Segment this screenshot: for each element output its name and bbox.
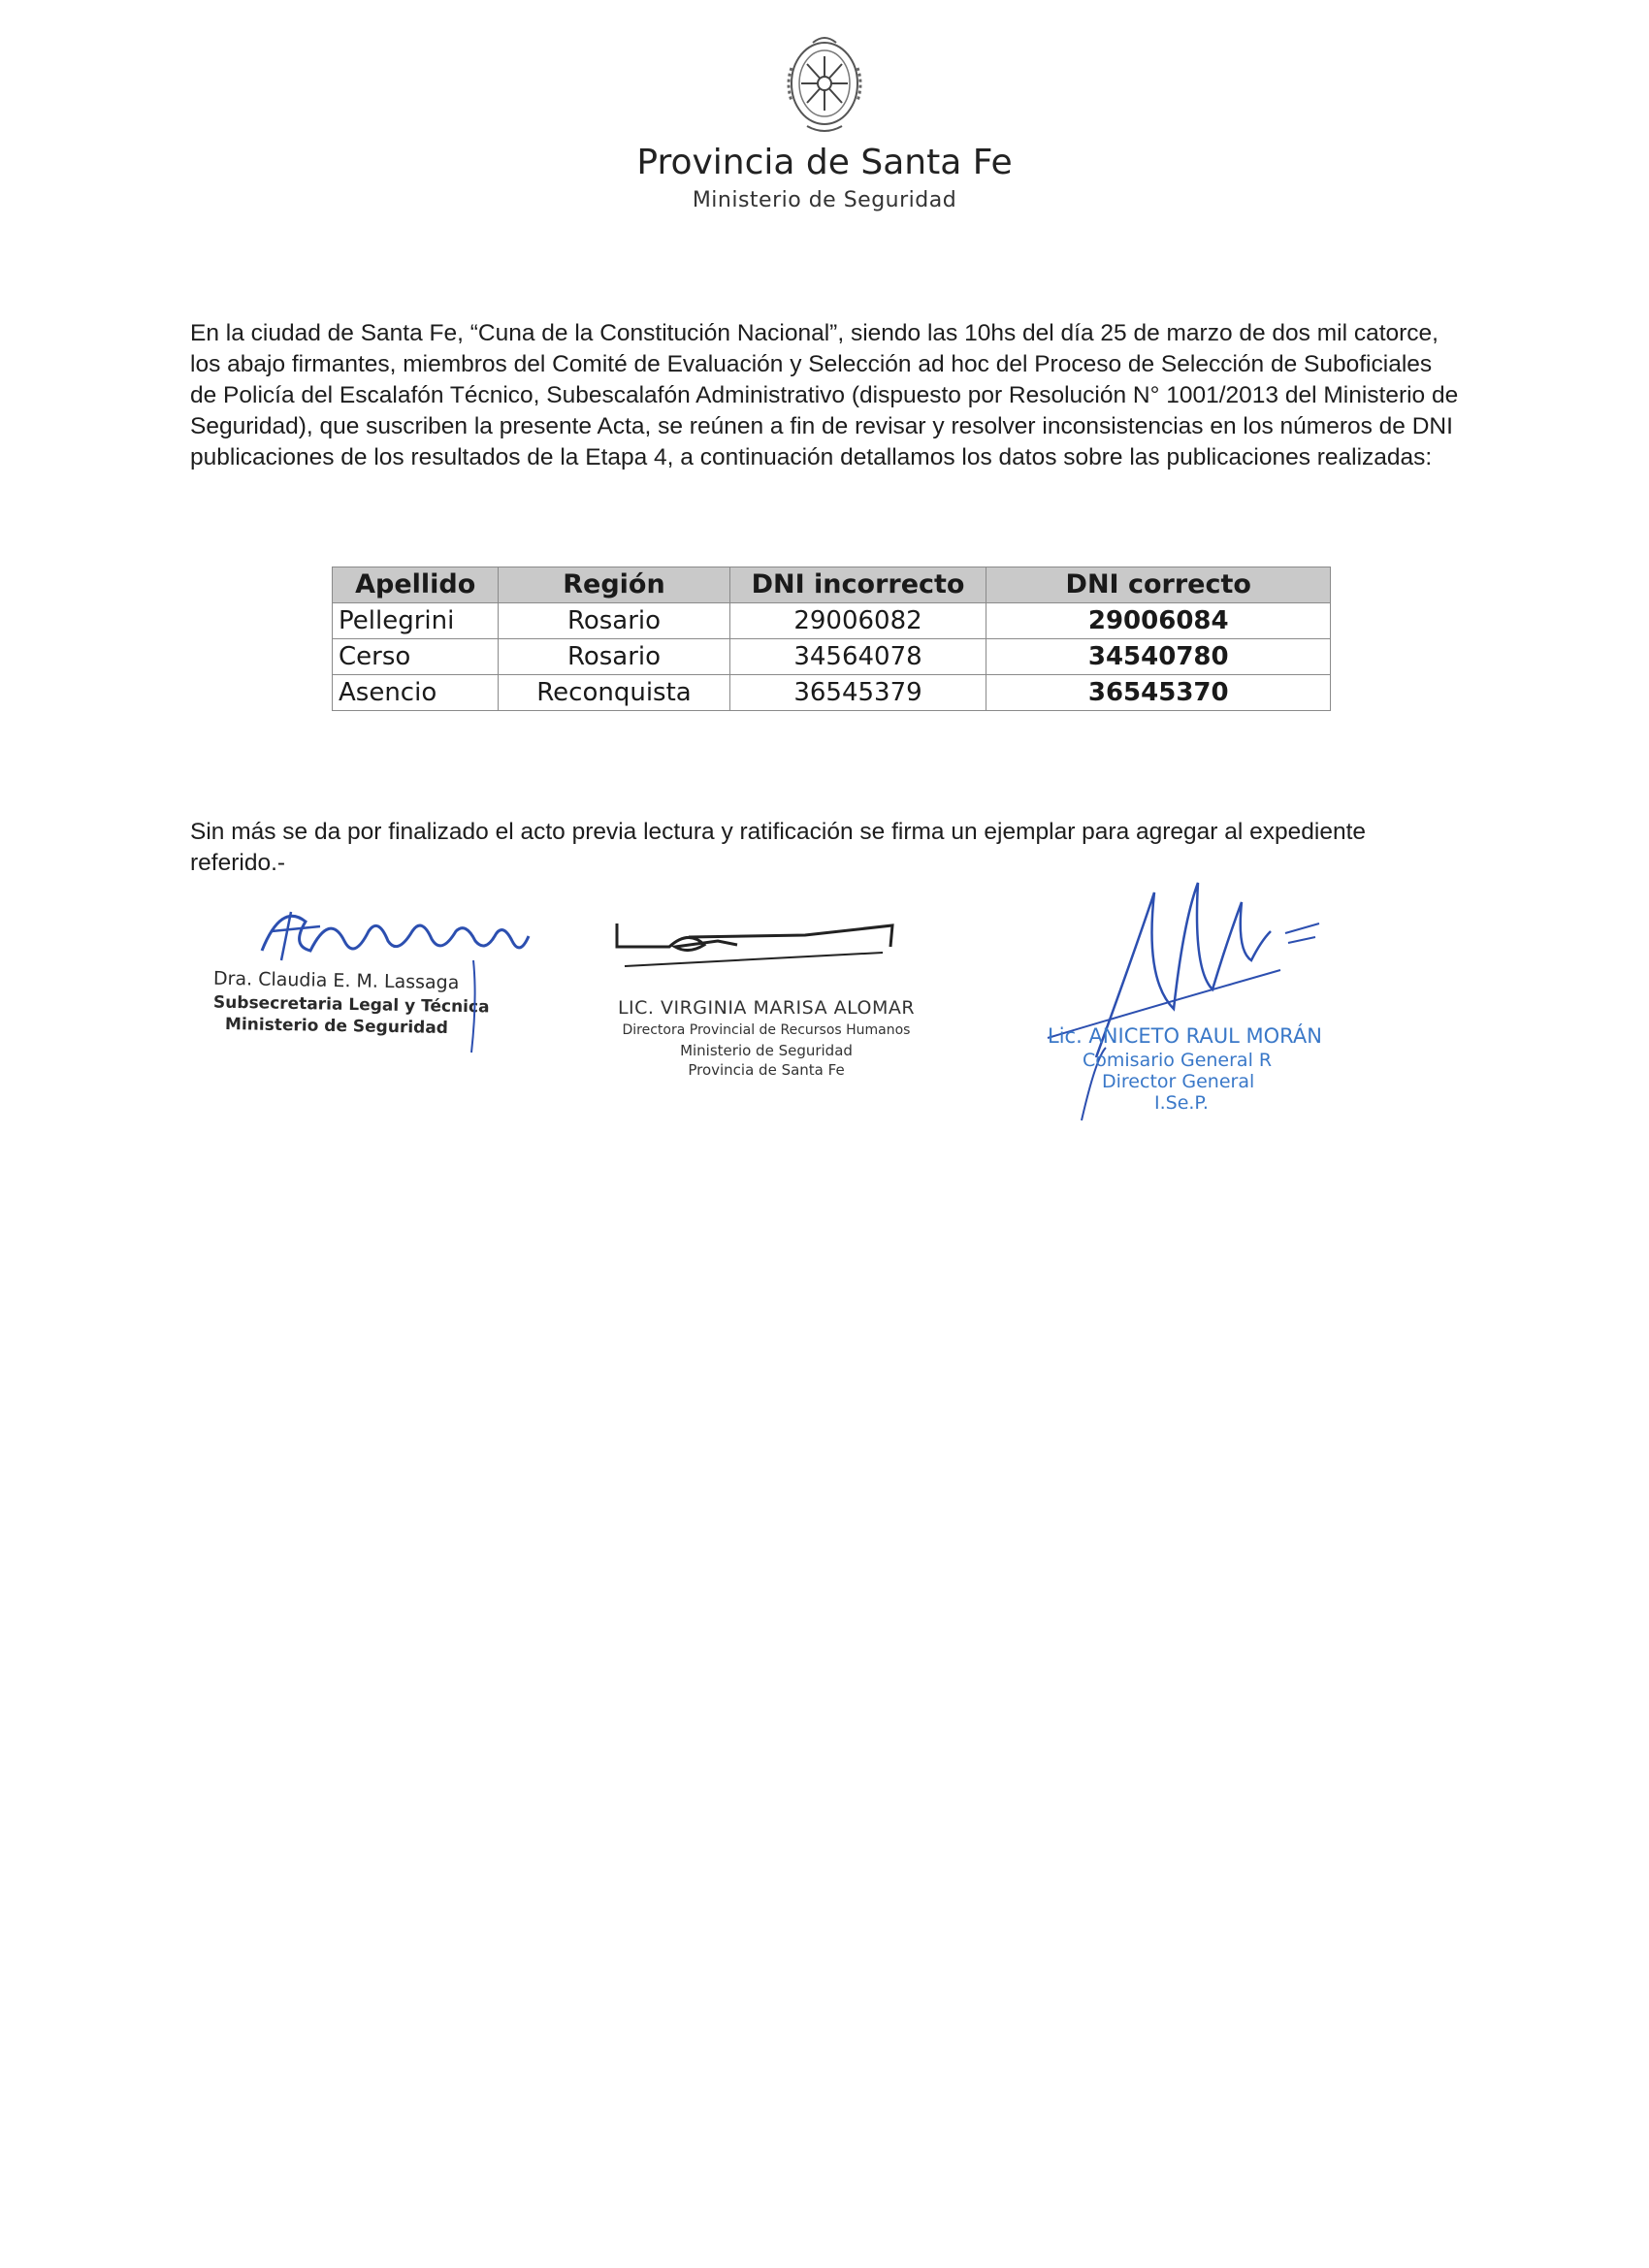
signer-title: Subsecretaria Legal y Técnica — [212, 992, 490, 1018]
cell-region: Rosario — [499, 639, 729, 675]
signer-name: Lic. ANICETO RAUL MORÁN — [1048, 1024, 1322, 1048]
signer-organization: I.Se.P. — [1154, 1092, 1209, 1114]
cell-apellido: Pellegrini — [333, 603, 499, 639]
signer-title: Director General — [1102, 1071, 1255, 1092]
signer-title: Directora Provincial de Recursos Humanos — [622, 1022, 911, 1038]
cell-dni-correcto: 34540780 — [986, 639, 1331, 675]
cell-region: Reconquista — [499, 675, 729, 711]
signature-flourish — [464, 960, 483, 1057]
cell-region: Rosario — [499, 603, 729, 639]
column-header-apellido: Apellido — [333, 567, 499, 603]
signer-province: Provincia de Santa Fe — [688, 1061, 845, 1079]
closing-paragraph: Sin más se da por finalizado el acto previa lectura y ratificación se firma un ejemplar para agregar al expediente referido.- — [190, 819, 1367, 876]
signer-name: LIC. VIRGINIA MARISA ALOMAR — [617, 997, 916, 1019]
cell-dni-incorrecto: 29006082 — [729, 603, 986, 639]
column-header-dni-correcto: DNI correcto — [986, 567, 1331, 603]
signature-block-moran — [1028, 863, 1358, 1135]
signer-organization: Ministerio de Seguridad — [224, 1014, 449, 1039]
signer-rank: Comisario General R — [1083, 1050, 1273, 1071]
column-header-dni-incorrecto: DNI incorrecto — [729, 567, 986, 603]
table-row — [333, 675, 1331, 711]
intro-paragraph: En la ciudad de Santa Fe, “Cuna de la Constitución Nacional”, siendo las 10hs del día 25 de marzo de dos mil catorce, los abajo firmantes, miembros del Comité de Evaluación y Selección ad hoc del Proceso de Selección de Suboficiales de Policía del Escalafón Técnico, Subescalafón Administrativo (dispuesto por Resolución N° 1001/2013 del Ministerio de Seguridad), que suscriben la presente Acta, se reúnen a fin de revisar y resolver inconsistencias en los números de DNI publicaciones de los resultados de la Etapa 4, a continuación detallamos los datos sobre las publicaciones realizadas: — [190, 320, 1459, 470]
signature-block-lassaga — [204, 892, 553, 1067]
cell-dni-correcto: 36545370 — [986, 675, 1331, 711]
handwritten-signature-lassaga — [252, 892, 563, 970]
cell-dni-incorrecto: 36545379 — [729, 675, 986, 711]
letterhead — [0, 29, 1649, 212]
cell-apellido: Cerso — [333, 639, 499, 675]
handwritten-signature-alomar — [611, 912, 922, 970]
table-row — [333, 603, 1331, 639]
dni-correction-table — [332, 567, 1331, 711]
table-header-row — [333, 567, 1331, 603]
signer-organization: Ministerio de Seguridad — [680, 1042, 853, 1059]
cell-apellido: Asencio — [333, 675, 499, 711]
cell-dni-correcto: 29006084 — [986, 603, 1331, 639]
signature-block-alomar — [582, 912, 951, 1106]
page-subtitle: Ministerio de Seguridad — [692, 187, 957, 212]
cell-dni-incorrecto: 34564078 — [729, 639, 986, 675]
page-title: Provincia de Santa Fe — [636, 143, 1013, 182]
table-row — [333, 639, 1331, 675]
column-header-region: Región — [499, 567, 729, 603]
signer-name: Dra. Claudia E. M. Lassaga — [212, 967, 460, 994]
coat-of-arms-icon — [778, 29, 871, 138]
